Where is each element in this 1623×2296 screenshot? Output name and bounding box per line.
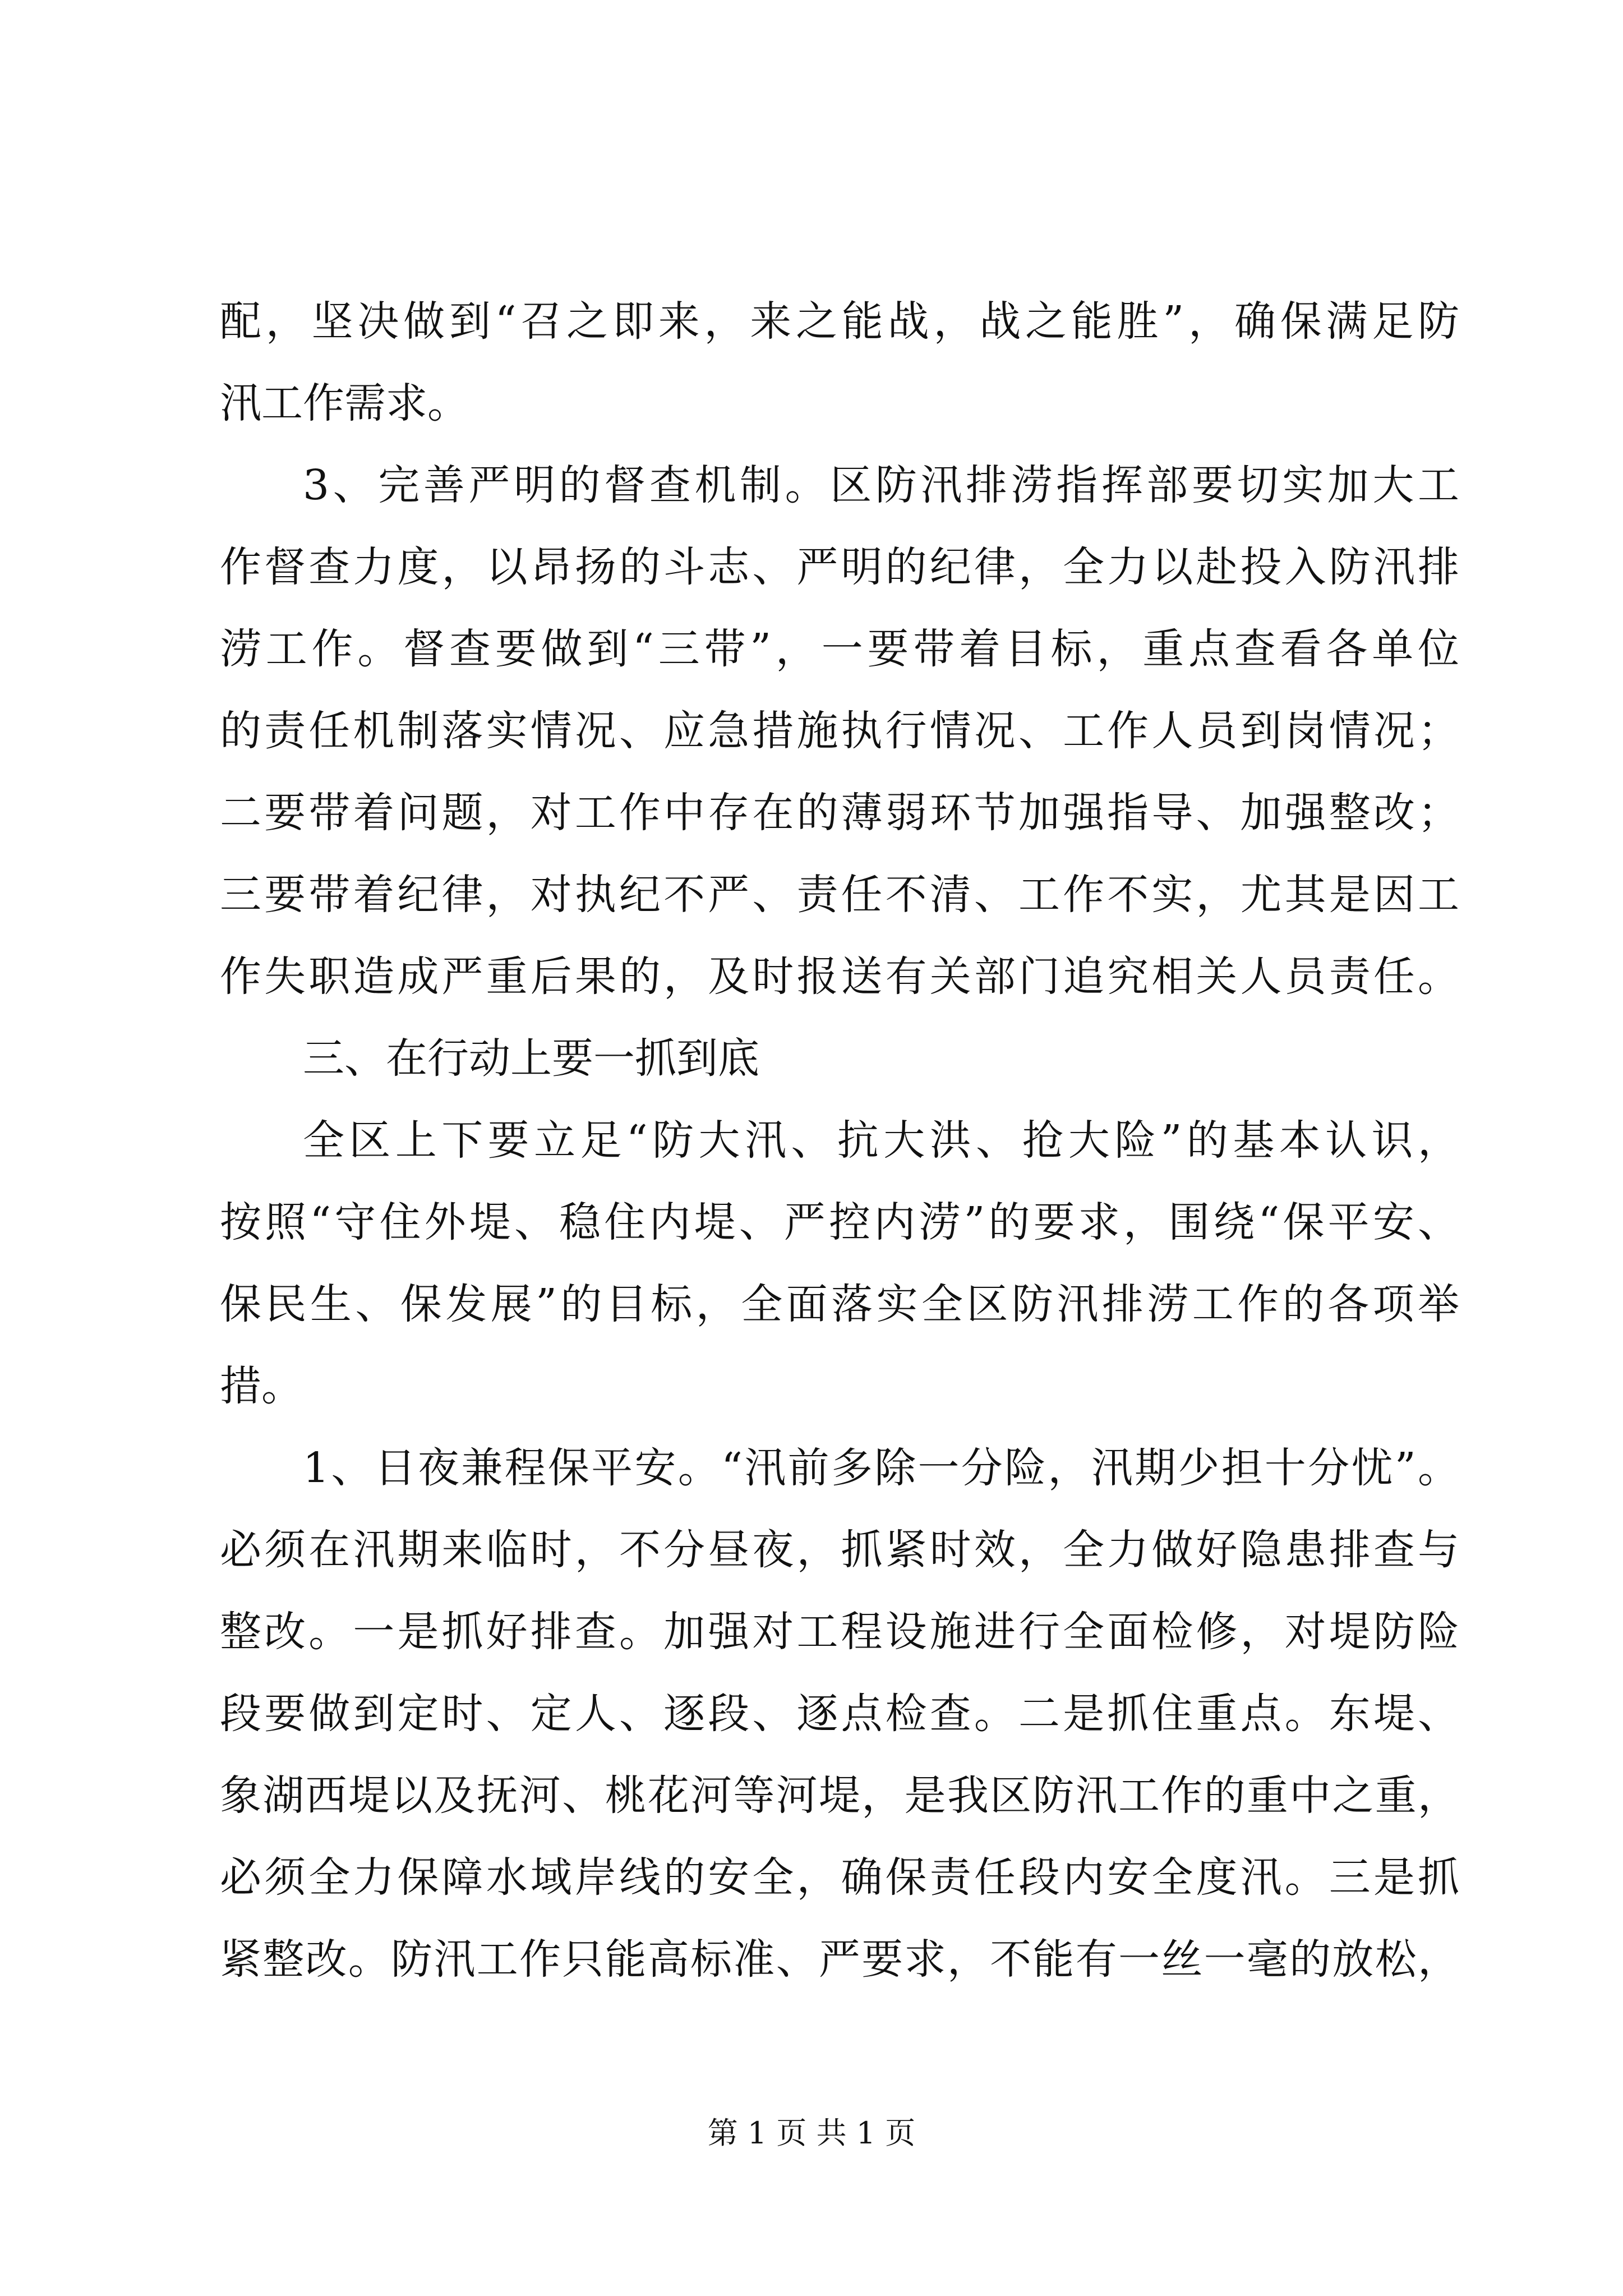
text-line: 全区上下要立足“防大汛、抗大洪、抢大险”的基本认识， (303, 1116, 1459, 1165)
text-line: 配，坚决做到“召之即来，来之能战，战之能胜”，确保满足防 (220, 297, 1459, 346)
text-line: 二要带着问题，对工作中存在的薄弱环节加强指导、加强整改； (220, 789, 1459, 837)
text-line: 措。 (220, 1362, 303, 1410)
text-line: 的责任机制落实情况、应急措施执行情况、工作人员到岗情况； (220, 707, 1459, 755)
text-line: 作失职造成严重后果的，及时报送有关部门追究相关人员责任。 (220, 953, 1459, 1001)
text-line: 紧整改。防汛工作只能高标准、严要求，不能有一丝一毫的放松， (220, 1935, 1459, 1984)
text-line: 必须在汛期来临时，不分昼夜，抓紧时效，全力做好隐患排查与 (220, 1526, 1459, 1574)
text-line: 3、完善严明的督查机制。区防汛排涝指挥部要切实加大工 (303, 461, 1459, 509)
text-line: 保民生、保发展”的目标，全面落实全区防汛排涝工作的各项举 (220, 1280, 1459, 1328)
section-heading: 三、在行动上要一抓到底 (303, 1034, 759, 1083)
text-line: 1、日夜兼程保平安。“汛前多除一分险，汛期少担十分忧”。 (303, 1444, 1459, 1492)
page-footer: 第 1 页 共 1 页 (707, 2115, 916, 2151)
text-line: 涝工作。督查要做到“三带”，一要带着目标，重点查看各单位 (220, 625, 1459, 673)
text-line: 作督查力度，以昂扬的斗志、严明的纪律，全力以赴投入防汛排 (220, 543, 1459, 591)
text-line: 必须全力保障水域岸线的安全，确保责任段内安全度汛。三是抓 (220, 1853, 1459, 1902)
text-line: 象湖西堤以及抚河、桃花河等河堤，是我区防汛工作的重中之重， (220, 1772, 1459, 1820)
text-line: 按照“守住外堤、稳住内堤、严控内涝”的要求，围绕“保平安、 (220, 1198, 1459, 1246)
text-line: 整改。一是抓好排查。加强对工程设施进行全面检修，对堤防险 (220, 1608, 1459, 1656)
text-line: 三要带着纪律，对执纪不严、责任不清、工作不实，尤其是因工 (220, 871, 1459, 919)
text-line: 汛工作需求。 (220, 379, 469, 427)
text-line: 段要做到定时、定人、逐段、逐点检查。二是抓住重点。东堤、 (220, 1690, 1459, 1738)
body-text (220, 280, 1459, 2000)
